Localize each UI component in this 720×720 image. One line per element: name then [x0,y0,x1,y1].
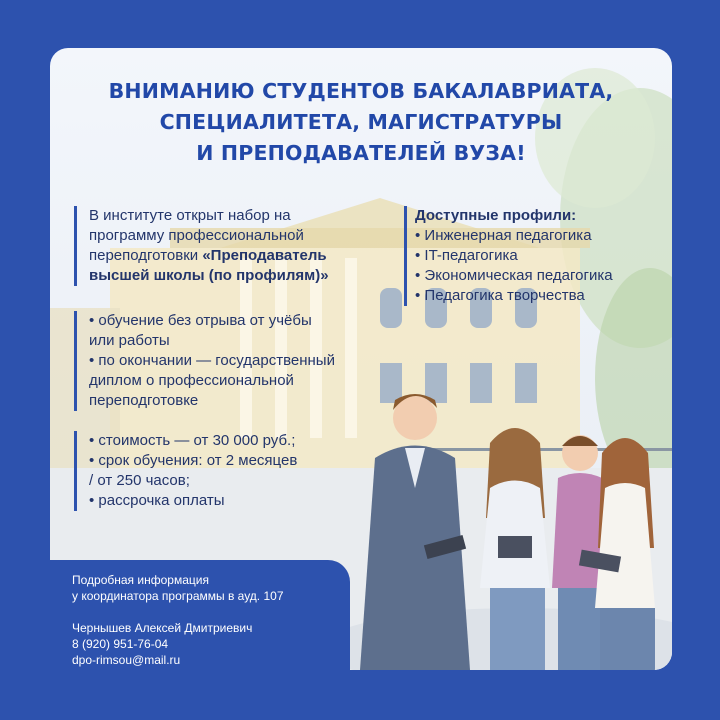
headline-line-1: ВНИМАНИЮ СТУДЕНТОВ БАКАЛАВРИАТА, [108,79,614,103]
headline-line-2: СПЕЦИАЛИТЕТА, МАГИСТРАТУРЫ [159,110,563,134]
terms-block [74,431,297,511]
profile-item: • IT-педагогика [415,247,518,264]
intro-text: переподготовки [89,247,203,264]
profiles-block [404,206,613,306]
profile-item: • Инженерная педагогика [415,227,592,244]
intro-line: программу профессиональной [89,227,304,244]
terms-line: • срок обучения: от 2 месяцев [89,452,298,469]
headline [50,76,672,169]
intro-line [89,246,329,266]
terms-line: / от 250 часов; [89,472,190,489]
terms-line: • рассрочка оплаты [89,492,225,509]
terms-line: • стоимость — от 30 000 руб.; [89,432,296,449]
benefit-line: переподготовке [89,392,199,409]
contact-info [72,572,284,668]
contact-spacer [72,604,284,620]
program-name-cont: высшей школы (по профилям)» [89,267,329,284]
benefit-line: диплом о профессиональной [89,372,294,389]
benefit-line: • обучение без отрыва от учёбы [89,312,312,329]
phone-number[interactable]: 8 (920) 951-76-04 [72,637,169,651]
benefits-block [74,311,335,411]
headline-line-3: И ПРЕПОДАВАТЕЛЕЙ ВУЗА! [196,141,526,165]
email-address[interactable]: dpo-rimsou@mail.ru [72,653,181,667]
contact-line: у координатора программы в ауд. 107 [72,589,284,603]
program-name: «Преподаватель [202,247,327,264]
benefit-line: • по окончании — государственный [89,352,335,369]
coordinator-name: Чернышев Алексей Дмитриевич [72,621,253,635]
profile-item: • Педагогика творчества [415,287,585,304]
intro-line: В институте открыт набор на [89,207,291,224]
profiles-heading: Доступные профили: [415,207,577,224]
intro-block [74,206,329,286]
contact-line: Подробная информация [72,573,209,587]
benefit-line: или работы [89,332,170,349]
profile-item: • Экономическая педагогика [415,267,613,284]
